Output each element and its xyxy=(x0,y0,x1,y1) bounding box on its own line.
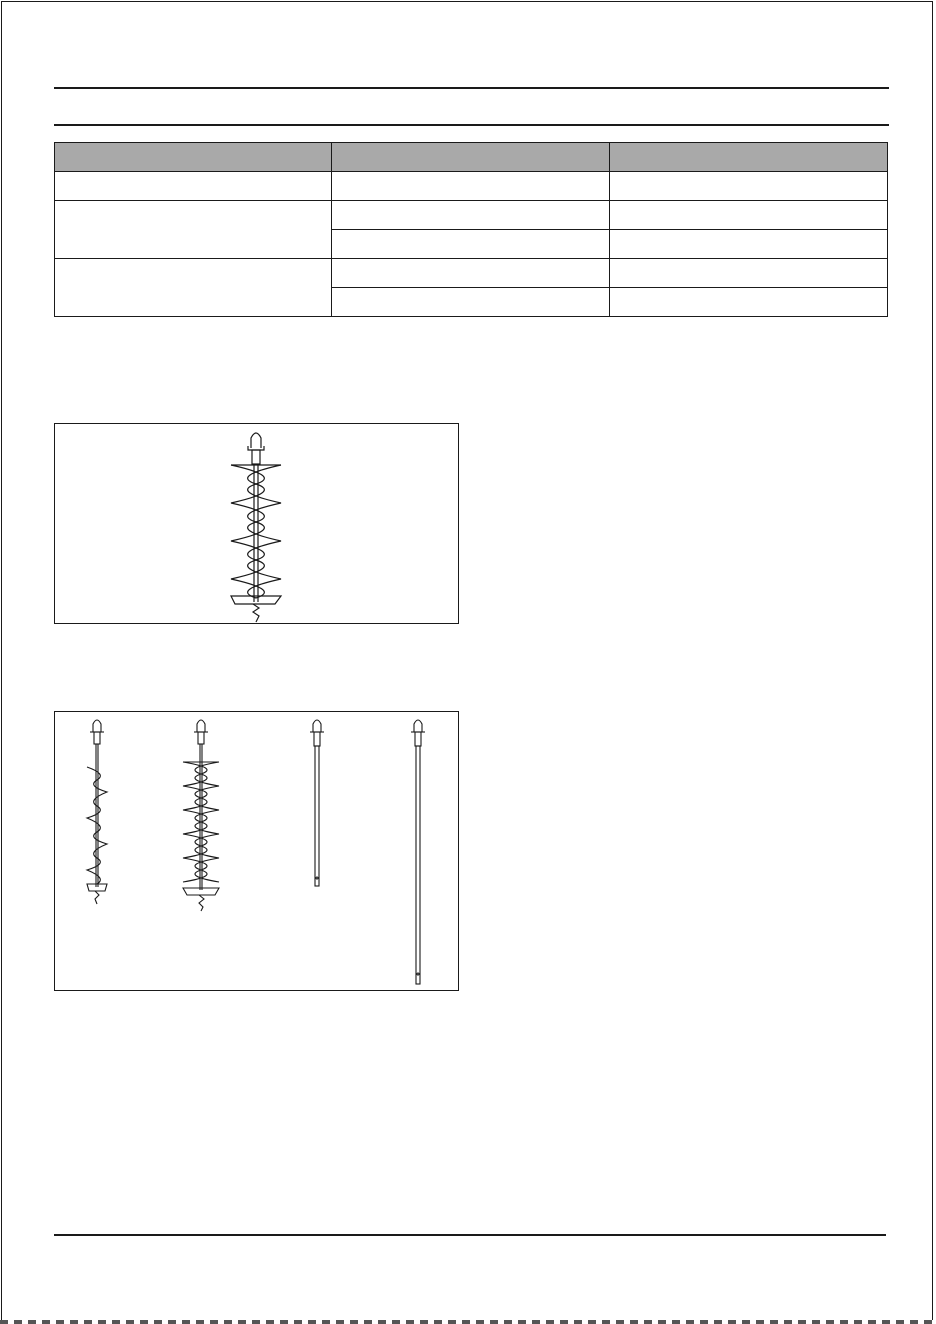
table-row xyxy=(55,201,888,230)
spec-table xyxy=(54,142,888,317)
table-cell xyxy=(610,172,888,201)
header-rule-top xyxy=(54,87,889,89)
table-cell xyxy=(332,201,610,230)
figure-auger-bit xyxy=(54,423,459,624)
table-cell xyxy=(55,172,332,201)
short-extension-rod-icon xyxy=(310,720,324,886)
table-cell xyxy=(332,288,610,317)
narrow-auger-bit-icon xyxy=(87,720,107,904)
table-cell xyxy=(610,259,888,288)
table-header-cell xyxy=(332,143,610,172)
table-cell xyxy=(55,259,332,317)
attachments-illustration xyxy=(55,712,460,992)
table-header-row xyxy=(55,143,888,172)
table-header-cell xyxy=(610,143,888,172)
table-cell xyxy=(610,230,888,259)
long-extension-rod-icon xyxy=(411,720,425,984)
header-rule-bottom xyxy=(54,124,889,126)
auger-bit-icon xyxy=(55,424,460,625)
table-cell xyxy=(332,172,610,201)
table-cell xyxy=(610,201,888,230)
table-row xyxy=(55,259,888,288)
table-cell xyxy=(332,259,610,288)
figure-attachments xyxy=(54,711,459,991)
table-cell xyxy=(332,230,610,259)
table-cell xyxy=(610,288,888,317)
table-cell xyxy=(55,201,332,259)
bottom-edge-dashes xyxy=(0,1320,936,1324)
table-header-cell xyxy=(55,143,332,172)
wide-auger-bit-icon xyxy=(183,720,219,911)
footer-rule xyxy=(54,1234,886,1236)
table-row xyxy=(55,172,888,201)
